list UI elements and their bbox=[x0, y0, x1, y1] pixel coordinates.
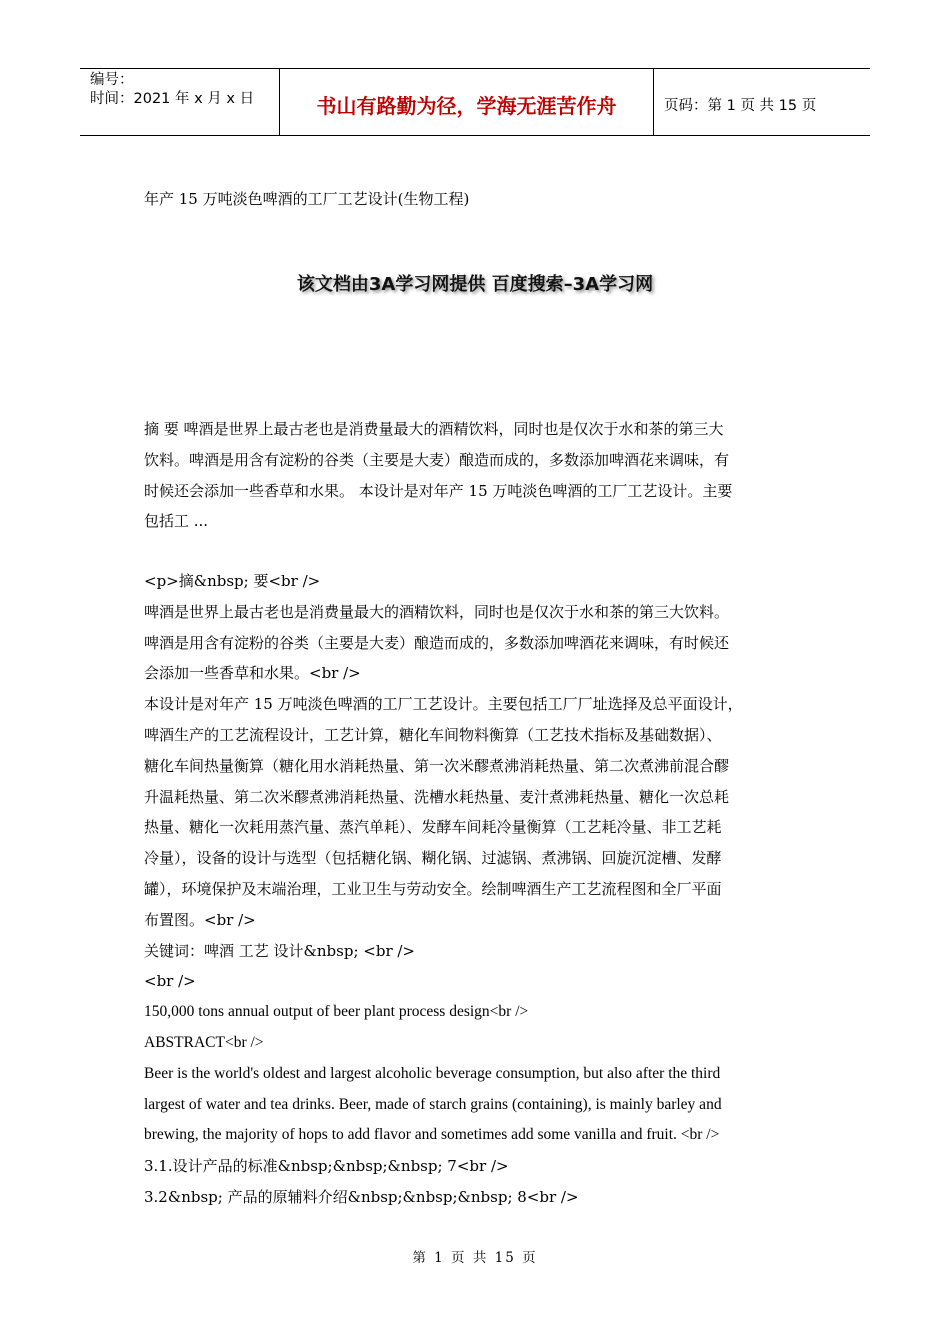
body-line: 热量、糖化一次耗用蒸汽量、蒸汽单耗）、发酵车间耗冷量衡算（工艺耗冷量、非工艺耗 bbox=[144, 818, 722, 837]
body-line: 啤酒是用含有淀粉的谷类（主要是大麦）酿造而成的，多数添加啤酒花来调味，有时候还 bbox=[144, 633, 730, 652]
summary-block bbox=[144, 414, 808, 537]
body-line: ABSTRACT<br /> bbox=[144, 1033, 264, 1051]
body-line: <p>摘&nbsp; 要<br /> bbox=[144, 572, 321, 590]
body-line: 啤酒是世界上最古老也是消费量最大的酒精饮料，同时也是仅次于水和茶的第三大饮料。 bbox=[144, 602, 730, 621]
body-line: largest of water and tea drinks. Beer, made of starch grains (containing), is mainly barley and bbox=[144, 1095, 722, 1113]
body-line: 布置图。<br /> bbox=[144, 910, 256, 929]
document-title: 年产 15 万吨淡色啤酒的工厂工艺设计(生物工程) bbox=[144, 190, 470, 208]
summary-line: 时候还会添加一些香草和水果。 本设计是对年产 15 万吨淡色啤酒的工厂工艺设计。主要 bbox=[144, 481, 733, 500]
page-footer: 第 1 页 共 15 页 bbox=[412, 1250, 538, 1266]
body-line: Beer is the world's oldest and largest alcoholic beverage consumption, but also after the third bbox=[144, 1064, 721, 1082]
body-line: 150,000 tons annual output of beer plant process design<br /> bbox=[144, 1003, 529, 1021]
header-time-label: 时间：2021 年 x 月 x 日 bbox=[90, 91, 255, 107]
body-line: 罐），环境保护及末端治理，工业卫生与劳动安全。绘制啤酒生产工艺流程图和全厂平面 bbox=[144, 879, 722, 898]
summary-line: 饮料。啤酒是用含有淀粉的谷类（主要是大麦）酿造而成的，多数添加啤酒花来调味，有 bbox=[144, 450, 730, 469]
body-line: brewing, the majority of hops to add flavor and sometimes add some vanilla and fruit. <br /> bbox=[144, 1126, 720, 1144]
body-line: 升温耗热量、第二次米醪煮沸消耗热量、洗槽水耗热量、麦汁煮沸耗热量、糖化一次总耗 bbox=[144, 787, 730, 806]
body-line: <br /> bbox=[144, 972, 196, 991]
body-block bbox=[144, 566, 808, 1213]
body-line: 3.2&nbsp; 产品的原辅料介绍&nbsp;&nbsp;&nbsp; 8<br /> bbox=[144, 1187, 579, 1206]
header-meta bbox=[80, 69, 280, 135]
header-page-label: 页码：第 1 页 共 15 页 bbox=[664, 97, 817, 114]
body-line: 本设计是对年产 15 万吨淡色啤酒的工厂工艺设计。主要包括工厂厂址选择及总平面设计， bbox=[144, 695, 743, 714]
source-banner: 该文档由3A学习网提供 百度搜索–3A学习网 bbox=[296, 274, 654, 295]
body-line: 会添加一些香草和水果。<br /> bbox=[144, 664, 361, 683]
header-motto: 书山有路勤为径，学海无涯苦作舟 bbox=[280, 69, 654, 135]
body-line: 关键词：啤酒 工艺 设计&nbsp; <br /> bbox=[144, 941, 416, 960]
summary-line: 摘 要 啤酒是世界上最古老也是消费量最大的酒精饮料，同时也是仅次于水和茶的第三大 bbox=[144, 420, 724, 438]
header-number-label: 编号： bbox=[90, 72, 134, 88]
body-line: 冷量），设备的设计与选型（包括糖化锅、糊化锅、过滤锅、煮沸锅、回旋沉淀槽、发酵 bbox=[144, 849, 722, 868]
summary-line: 包括工 ... bbox=[144, 512, 209, 531]
page-header bbox=[80, 68, 870, 136]
body-line: 3.1.设计产品的标准&nbsp;&nbsp;&nbsp; 7<br /> bbox=[144, 1157, 509, 1176]
body-line: 糖化车间热量衡算（糖化用水消耗热量、第一次米醪煮沸消耗热量、第二次煮沸前混合醪 bbox=[144, 756, 730, 775]
body-line: 啤酒生产的工艺流程设计，工艺计算，糖化车间物料衡算（工艺技术指标及基础数据）、 bbox=[144, 725, 722, 744]
